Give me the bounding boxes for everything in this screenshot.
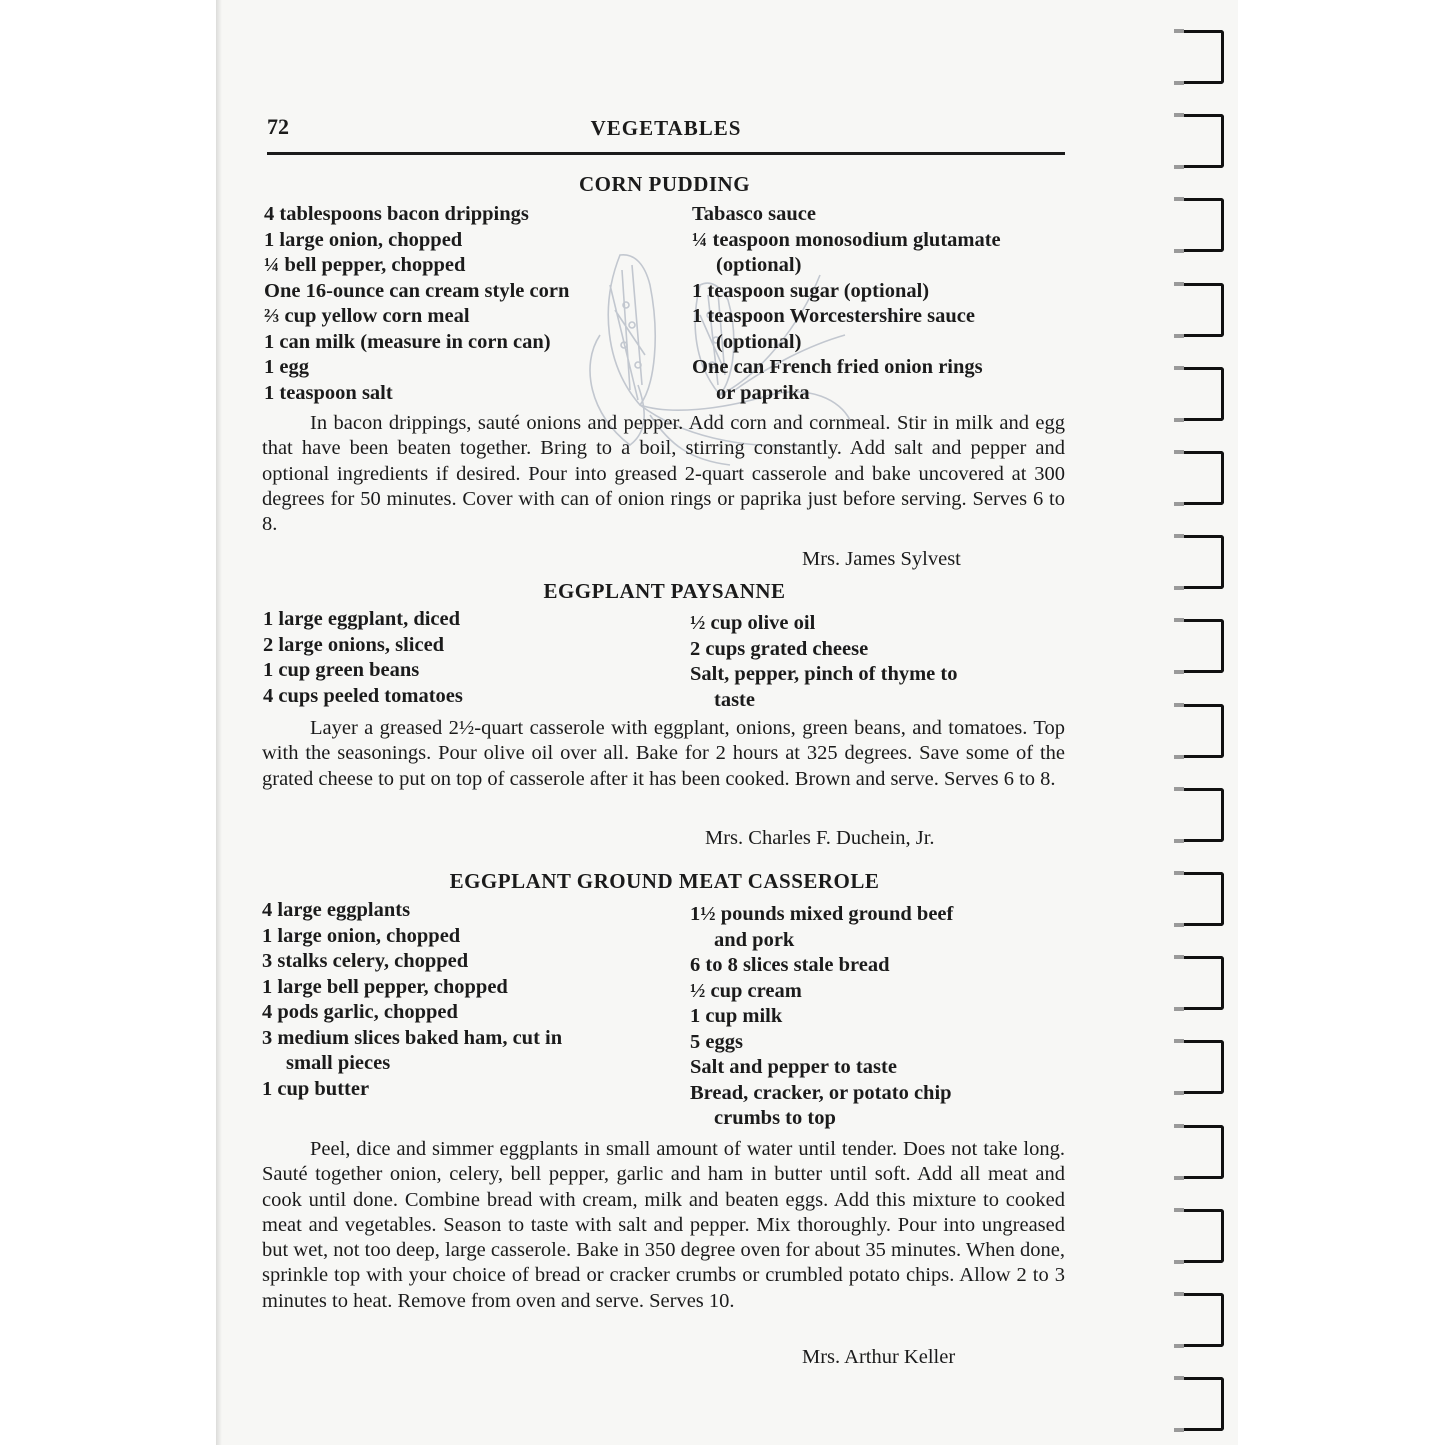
ingredient: Salt and pepper to taste	[690, 1056, 897, 1078]
ingredient: 1½ pounds mixed ground beef	[690, 903, 954, 925]
recipe-directions: Layer a greased 2½-quart casserole with eggplant, onions, green beans, and tomatoes. Top with the seasonings. Pour olive oil over all. Bake for 2 hours at 325 degrees. Save some of the grated cheese to put on top of casserole after it has been cooked. Brown and serve. Serves 6 to 8.	[262, 717, 1065, 790]
binding-ring	[1180, 619, 1224, 673]
recipe-contributor: Mrs. Charles F. Duchein, Jr.	[705, 827, 935, 849]
recipe-title-eggplant-paysanne: EGGPLANT PAYSANNE	[543, 579, 786, 603]
ingredient: taste	[714, 688, 755, 711]
recipe-title-corn-pudding: CORN PUDDING	[578, 172, 751, 196]
binding-ring	[1180, 704, 1224, 758]
ingredient: 1 large eggplant, diced	[263, 608, 461, 630]
binding-ring	[1180, 1125, 1224, 1179]
page-number: 72	[267, 114, 289, 139]
section-title: VEGETABLES	[590, 116, 742, 140]
ingredients-left	[263, 607, 463, 709]
recipe-contributor: Mrs. James Sylvest	[802, 548, 961, 570]
binding-ring	[1180, 1040, 1224, 1094]
ingredient: Tabasco sauce	[692, 203, 816, 225]
ingredient: crumbs to top	[714, 1107, 836, 1129]
ingredient: 1 large onion, chopped	[262, 924, 461, 947]
ingredient: ¼ teaspoon monosodium glutamate	[692, 228, 1001, 251]
ingredient: 1 teaspoon sugar (optional)	[692, 279, 930, 302]
binding-ring	[1180, 451, 1224, 505]
ingredients-right	[690, 611, 957, 713]
ingredient: (optional)	[716, 330, 802, 353]
ingredient: 4 cups peeled tomatoes	[263, 684, 463, 707]
binding-ring	[1180, 30, 1224, 84]
ingredient: 1 large bell pepper, chopped	[262, 975, 508, 998]
ingredient: One 16-ounce can cream style corn	[264, 279, 570, 302]
binding-ring	[1180, 1293, 1224, 1347]
ingredient: Salt, pepper, pinch of thyme to	[690, 663, 958, 685]
ingredient: ½ cup cream	[690, 979, 802, 1002]
spiral-binding	[1172, 0, 1234, 1445]
binding-ring	[1180, 788, 1224, 842]
ingredient: or paprika	[716, 381, 810, 404]
binding-ring	[1180, 956, 1224, 1010]
binding-ring	[1180, 114, 1224, 168]
ingredient: 1 teaspoon salt	[264, 381, 393, 404]
ingredient: 1 large onion, chopped	[264, 228, 463, 251]
binding-ring	[1180, 872, 1224, 926]
ingredients-left	[264, 202, 569, 406]
ingredient: 1 teaspoon Worcestershire sauce	[692, 305, 975, 327]
page-header	[267, 112, 1065, 155]
recipe-contributor: Mrs. Arthur Keller	[802, 1346, 956, 1368]
recipe-directions: In bacon drippings, sauté onions and pepper. Add corn and cornmeal. Stir in milk and egg that have been beaten together. Bring to a boil, stirring constantly. Add salt and pepper and optional ingredients if desired. Pour into greased 2-quart casserole and bake uncovered at 300 degrees for 50 minutes. Cover with can of onion rings or paprika just before serving. Serves 6 to 8.	[262, 412, 1065, 536]
ingredient: 1 cup green beans	[263, 659, 420, 681]
ingredient: 3 medium slices baked ham, cut in	[262, 1026, 563, 1049]
ingredient: 3 stalks celery, chopped	[262, 950, 469, 972]
page-edge-shadow	[216, 0, 222, 1445]
binding-ring	[1180, 283, 1224, 337]
ingredient: One can French fried onion rings	[692, 356, 983, 378]
binding-ring	[1180, 198, 1224, 252]
ingredients-left	[262, 898, 562, 1102]
ingredient: ½ cup olive oil	[690, 612, 816, 634]
ingredient: 1 cup butter	[262, 1077, 370, 1100]
ingredient: 2 cups grated cheese	[690, 637, 869, 660]
ingredient: 2 large onions, sliced	[263, 633, 445, 656]
binding-ring	[1180, 1377, 1224, 1431]
ingredient: and pork	[714, 928, 795, 951]
ingredient: 4 tablespoons bacon drippings	[264, 203, 529, 225]
ingredient: ¼ bell pepper, chopped	[264, 254, 466, 276]
binding-ring	[1180, 1209, 1224, 1263]
ingredient: 4 pods garlic, chopped	[262, 1001, 458, 1023]
ingredient: (optional)	[716, 254, 802, 276]
recipe-title-eggplant-ground-meat-casserole: EGGPLANT GROUND MEAT CASSEROLE	[449, 869, 880, 893]
ingredients-right	[692, 202, 1001, 406]
ingredient: Bread, cracker, or potato chip	[690, 1081, 952, 1104]
ingredient: small pieces	[286, 1052, 391, 1074]
ingredients-right	[690, 902, 953, 1132]
binding-ring	[1180, 367, 1224, 421]
ingredient: ⅔ cup yellow corn meal	[264, 305, 470, 327]
ingredient: 1 can milk (measure in corn can)	[264, 330, 551, 353]
ingredient: 1 egg	[264, 356, 309, 378]
recipe-directions: Peel, dice and simmer eggplants in small amount of water until tender. Does not take long. Sauté together onion, celery, bell pepper, garlic and ham in butter until soft. Add all meat and cook until done. Combine bread with cream, milk and beaten eggs. Add this mixture to cooked meat and vegetables. Season to taste with salt and pepper. Mix thoroughly. Pour into ungreased but wet, not too deep, large casserole. Bake in 350 degree oven for about 35 minutes. When done, sprinkle top with your choice of bread or cracker crumbs or crumbled potato chips. Allow 2 to 3 minutes to heat. Remove from oven and serve. Serves 10.	[262, 1138, 1065, 1312]
binding-ring	[1180, 535, 1224, 589]
ingredient: 1 cup milk	[690, 1005, 783, 1027]
ingredient: 6 to 8 slices stale bread	[690, 954, 890, 976]
ingredient: 5 eggs	[690, 1030, 743, 1053]
ingredient: 4 large eggplants	[262, 899, 411, 921]
